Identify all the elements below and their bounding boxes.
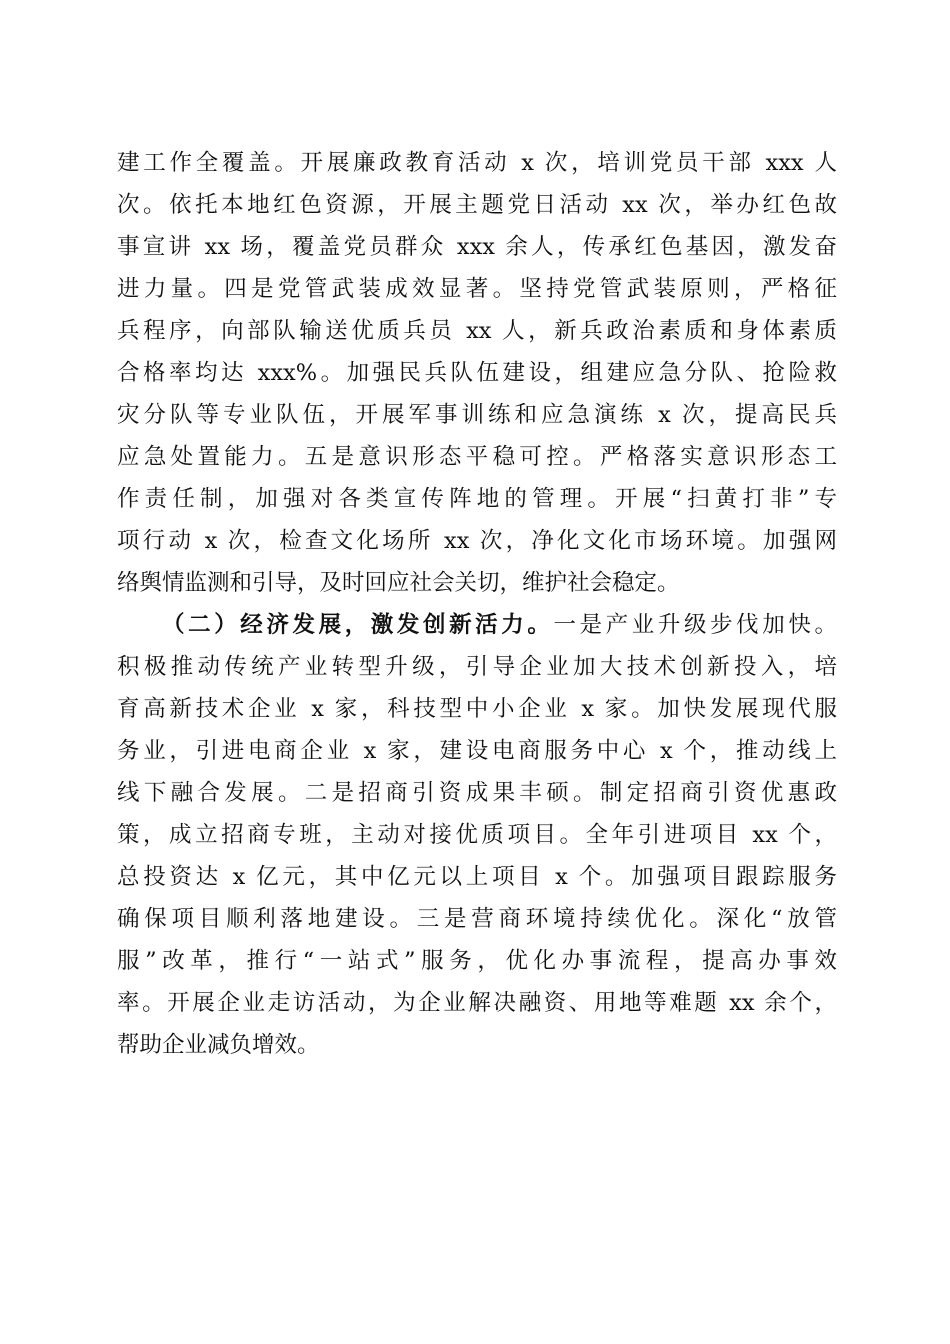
section-heading: （二）经济发展，激发创新活力。 [162, 612, 554, 638]
section-heading-line [117, 604, 837, 646]
text-line: 率。开展企业走访活动，为企业解决融资、用地等难题 xx 余个， [117, 990, 837, 1016]
paragraph-party-building [117, 142, 837, 604]
text-line: 帮助企业减负增效。 [117, 1032, 320, 1058]
text-line: 务业，引进电商企业 x 家，建设电商服务中心 x 个，推动线上 [117, 738, 837, 764]
document-body [117, 142, 837, 1066]
text-line: 服”改革，推行“一站式”服务，优化办事流程，提高办事效 [117, 948, 837, 974]
text-line: 事宣讲 xx 场，覆盖党员群众 xxx 余人，传承红色基因，激发奋 [117, 234, 837, 260]
text-line: 络舆情监测和引导，及时回应社会关切，维护社会稳定。 [117, 570, 680, 596]
text-line: 应急处置能力。五是意识形态平稳可控。严格落实意识形态工 [117, 444, 837, 470]
text-line: 建工作全覆盖。开展廉政教育活动 x 次，培训党员干部 xxx 人 [117, 150, 837, 176]
text-line: 项行动 x 次，检查文化场所 xx 次，净化文化市场环境。加强网 [117, 528, 837, 554]
text-line: 线下融合发展。二是招商引资成果丰硕。制定招商引资优惠政 [117, 780, 837, 806]
text-line: 总投资达 x 亿元，其中亿元以上项目 x 个。加强项目跟踪服务 [117, 864, 837, 890]
text-line: 育高新技术企业 x 家，科技型中小企业 x 家。加快发展现代服 [117, 696, 837, 722]
text-line: 兵程序，向部队输送优质兵员 xx 人，新兵政治素质和身体素质 [117, 318, 837, 344]
text-line: 积极推动传统产业转型升级，引导企业加大技术创新投入，培 [117, 654, 837, 680]
text-line: 合格率均达 xxx%。加强民兵队伍建设，组建应急分队、抢险救 [117, 360, 837, 386]
text-line: 灾分队等专业队伍，开展军事训练和应急演练 x 次，提高民兵 [117, 402, 837, 428]
text-line: 作责任制，加强对各类宣传阵地的管理。开展“扫黄打非”专 [117, 486, 837, 512]
paragraph-economic-development [117, 604, 837, 1066]
text-line: 次。依托本地红色资源，开展主题党日活动 xx 次，举办红色故 [117, 192, 837, 218]
text-line: 进力量。四是党管武装成效显著。坚持党管武装原则，严格征 [117, 276, 837, 302]
heading-line-text: 一是产业升级步伐加快。 [553, 612, 837, 638]
text-line: 确保项目顺利落地建设。三是营商环境持续优化。深化“放管 [117, 906, 837, 932]
text-line: 策，成立招商专班，主动对接优质项目。全年引进项目 xx 个， [117, 822, 837, 848]
